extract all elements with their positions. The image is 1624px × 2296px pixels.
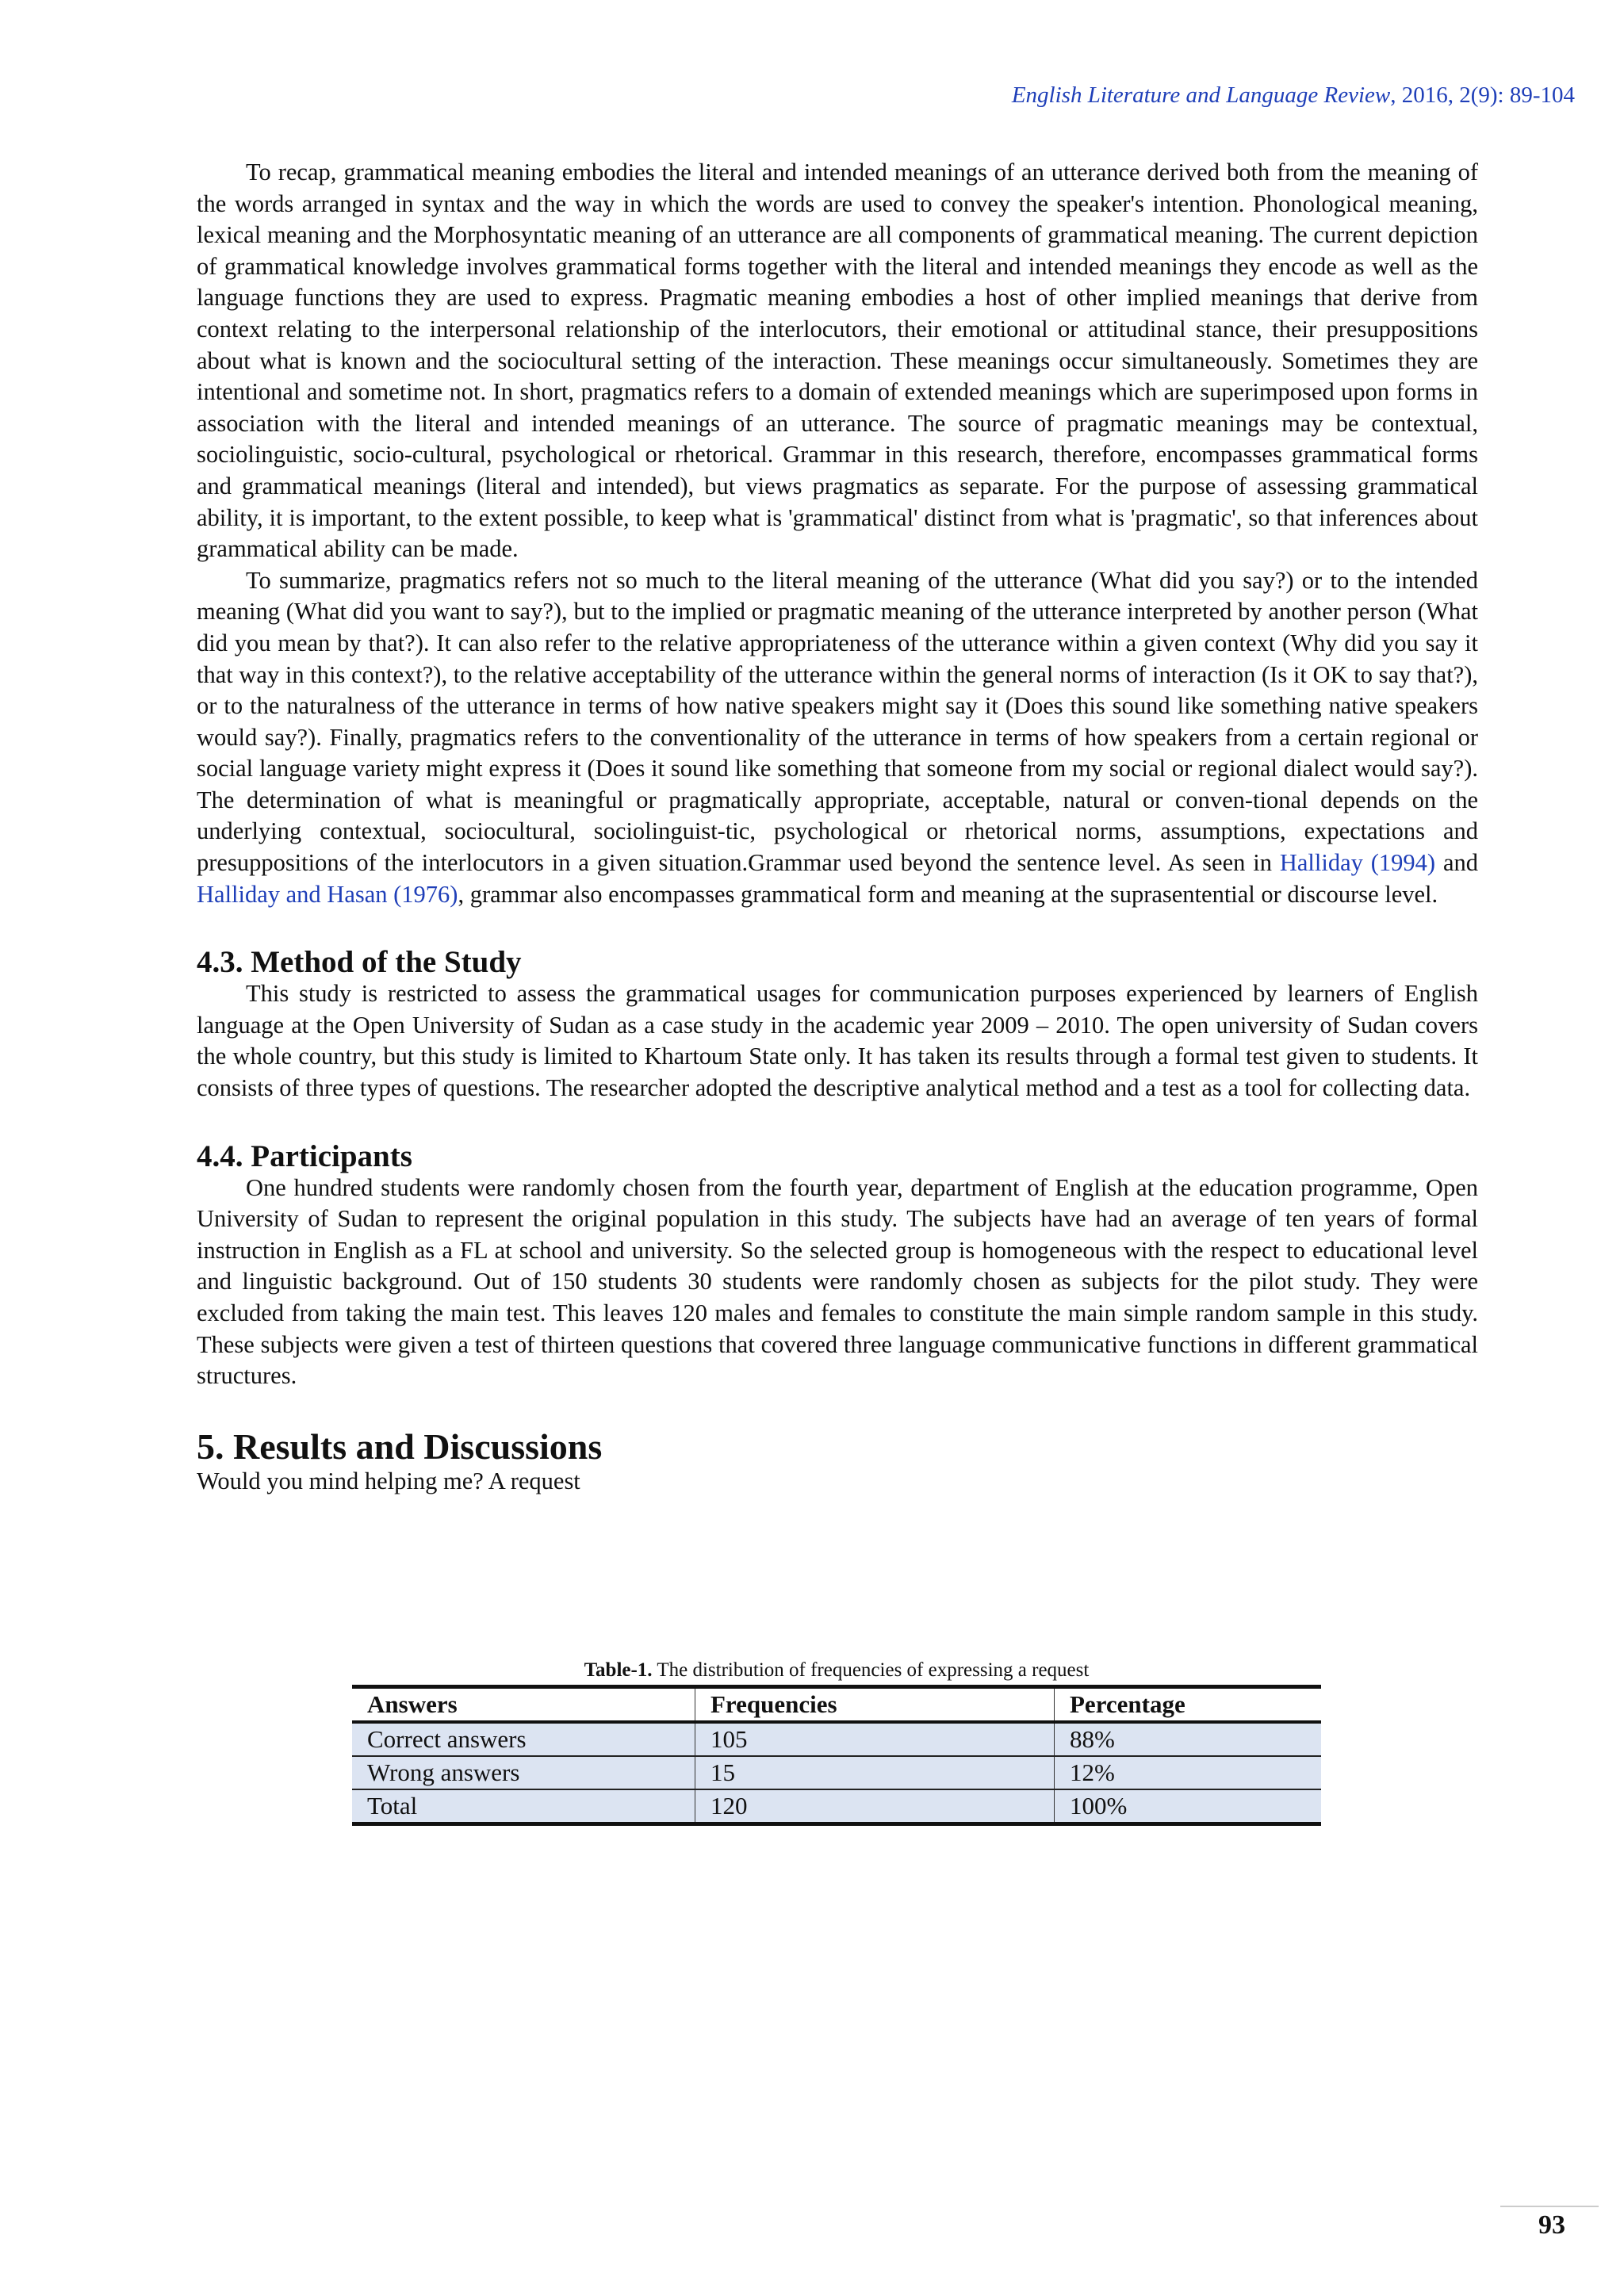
table-caption-text: The distribution of frequencies of expressing a request bbox=[652, 1659, 1090, 1681]
cell-answer: Wrong answers bbox=[367, 1758, 520, 1786]
summarize-end-text: , grammar also encompasses grammatical form and meaning at the suprasentential or discourse level. bbox=[458, 880, 1438, 908]
heading-results: 5. Results and Discussions bbox=[197, 1425, 603, 1467]
journal-title: English Literature and Language Review bbox=[1011, 82, 1391, 108]
citation-link-halliday-1994[interactable]: Halliday (1994) bbox=[1279, 849, 1436, 877]
frequency-table bbox=[352, 1685, 1321, 1826]
table-row bbox=[352, 1722, 1321, 1756]
cell-percentage: 100% bbox=[1055, 1789, 1322, 1824]
cell-answer: Correct answers bbox=[367, 1725, 527, 1753]
cell-frequency: 105 bbox=[695, 1722, 1055, 1756]
header-percentage: Percentage bbox=[1055, 1687, 1322, 1723]
footer-divider bbox=[1500, 2206, 1599, 2207]
cell-percentage: 88% bbox=[1055, 1722, 1322, 1756]
table-row bbox=[352, 1789, 1321, 1824]
table-caption bbox=[352, 1659, 1321, 1682]
table-header-row bbox=[352, 1687, 1321, 1723]
results-intro-line: Would you mind helping me? A request bbox=[197, 1467, 580, 1494]
heading-participants: 4.4. Participants bbox=[197, 1138, 412, 1173]
heading-method: 4.3. Method of the Study bbox=[197, 945, 522, 980]
summarize-text: To summarize, pragmatics refers not so much to the literal meaning of the utterance (What did you say?) or to the intended meaning (What did you want to say?), but to the implied or pragmatic meaning of the utterance interpreted by another person (What did you mean by that?). It can also refer to the relative appropriateness of the utterance within a given context (Why did you say it that way in this context?), to the relative acceptability of the utterance within the general norms of interaction (Is it OK to say that?), or to the naturalness of the utterance in terms of how native speakers might say it (Does this sound like something native speakers would say?). Finally, pragmatics refers to the conventionality of the utterance in terms of how speakers from a certain regional or social language variety might express it (Does it sound like something that someone from my social or regional dialect would say?). The determination of what is meaningful or pragmatically appropriate, acceptable, natural or conven-tional depends on the underlying contextual, sociocultural, sociolinguist-tic, psychological or rhetorical norms, assumptions, expectations and presuppositions of the interlocutors in a given situation.Grammar used beyond the sentence level. As seen in bbox=[197, 566, 1478, 877]
paragraph-participants: One hundred students were randomly chosen from the fourth year, department of English at the education programme, Open University of Sudan to represent the original population in this study. The subjects have had an average of ten years of formal instruction in English as a FL at school and university. So the selected group is homogeneous with the respect to educational level and linguistic background. Out of 150 students 30 students were randomly chosen as subjects for the pilot study. They were excluded from taking the main test. This leaves 120 males and females to constitute the main simple random sample in this study. These subjects were given a test of thirteen questions that covered three language communicative functions in different grammatical structures. bbox=[197, 1173, 1478, 1390]
paragraph-method: This study is restricted to assess the grammatical usages for communication purposes experienced by learners of English language at the Open University of Sudan as a case study in the academic year 2009 – 2010. The open university of Sudan covers the whole country, but this study is limited to Khartoum State only. It has taken its results through a formal test given to students. It consists of three types of questions. The researcher adopted the descriptive analytical method and a test as a tool for collecting data. bbox=[197, 980, 1478, 1102]
table-row bbox=[352, 1756, 1321, 1789]
conjunction-text: and bbox=[1435, 849, 1478, 877]
header-answers: Answers bbox=[352, 1687, 695, 1723]
citation-link-halliday-hasan-1976[interactable]: Halliday and Hasan (1976) bbox=[197, 880, 458, 908]
cell-frequency: 15 bbox=[695, 1756, 1055, 1789]
main-content bbox=[197, 157, 1478, 1497]
citation: , 2016, 2(9): 89-104 bbox=[1390, 82, 1575, 108]
header-frequencies: Frequencies bbox=[695, 1687, 1055, 1723]
paragraph-recap: To recap, grammatical meaning embodies the literal and intended meanings of an utterance derived both from the meaning of the words arranged in syntax and the way in which the words are used to convey the speaker's intention. Phonological meaning, lexical meaning and the Morphosyntatic meaning of an utterance are all components of grammatical meaning. The current depiction of grammatical knowledge involves grammatical forms together with the literal and intended meanings they encode as well as the language functions they are used to express. Pragmatic meaning embodies a host of other implied meanings that derive from context relating to the interpersonal relationship of the interlocutors, their emotional or attitudinal stance, their presuppositions about what is known and the sociocultural setting of the interaction. These meanings occur simultaneously. Sometimes they are intentional and sometime not. In short, pragmatics refers to a domain of extended meanings which are superimposed upon forms in association with the literal and intended meanings of an utterance. The source of pragmatic meanings may be contextual, sociolinguistic, socio-cultural, psychological or rhetorical. Grammar in this research, therefore, encompasses grammatical forms and grammatical meanings (literal and intended), but views pragmatics as separate. For the purpose of assessing grammatical ability, it is important, to the extent possible, to keep what is 'grammatical' distinct from what is 'pragmatic', so that inferences about grammatical ability can be made. bbox=[197, 159, 1478, 563]
running-header bbox=[1012, 82, 1575, 109]
cell-answer: Total bbox=[367, 1792, 418, 1820]
cell-frequency: 120 bbox=[695, 1789, 1055, 1824]
table-caption-label: Table-1. bbox=[584, 1659, 653, 1681]
page-number: 93 bbox=[1538, 2210, 1565, 2240]
table-1 bbox=[352, 1659, 1321, 1826]
cell-percentage: 12% bbox=[1055, 1756, 1322, 1789]
paragraph-summarize bbox=[197, 565, 1478, 911]
